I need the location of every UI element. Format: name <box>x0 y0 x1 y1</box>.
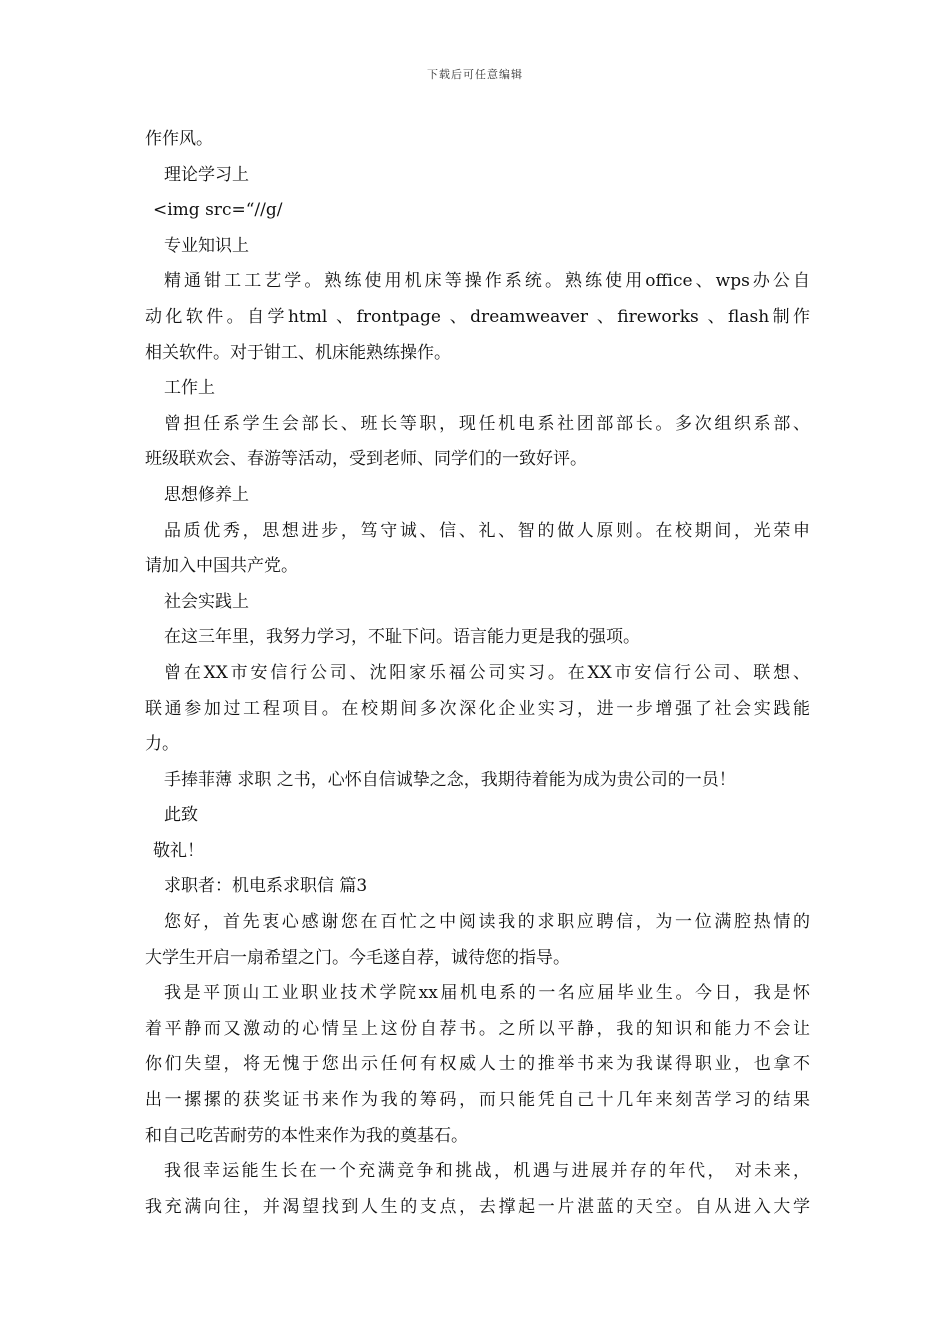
text-line: 曾在XX市安信行公司、沈阳家乐福公司实习。在XX市安信行公司、联想、 <box>164 662 810 683</box>
text-line: 动化软件。自学html 、frontpage 、dreamweaver 、fireworks 、flash制作 <box>145 306 810 327</box>
text-line: 我充满向往，并渴望找到人生的支点，去撑起一片湛蓝的天空。自从进入大学 <box>145 1196 810 1217</box>
text-line: 请加入中国共产党。 <box>145 556 298 577</box>
text-line: 我是平顶山工业职业技术学院xx届机电系的一名应届毕业生。今日，我是怀 <box>164 983 810 1004</box>
text-line: 力。 <box>145 734 179 755</box>
text-line: 班级联欢会、春游等活动，受到老师、同学们的一致好评。 <box>145 449 587 470</box>
text-line: 社会实践上 <box>164 591 249 612</box>
text-line: 手捧菲薄 求职 之书，心怀自信诚挚之念，我期待着能为成为贵公司的一员！ <box>164 769 736 790</box>
text-line: 思想修养上 <box>164 484 249 505</box>
text-line: 我很幸运能生长在一个充满竞争和挑战，机遇与进展并存的年代， 对未来， <box>164 1161 810 1182</box>
text-line: 和自己吃苦耐劳的本性来作为我的奠基石。 <box>145 1125 468 1146</box>
text-line: 敬礼！ <box>153 840 204 861</box>
text-line: 出一摞摞的获奖证书来作为我的筹码，而只能凭自己十几年来刻苦学习的结果 <box>145 1090 810 1111</box>
text-line: 作作风。 <box>145 129 213 149</box>
text-line: 品质优秀，思想进步，笃守诚、信、礼、智的做人原则。在校期间，光荣申 <box>164 520 810 541</box>
text-line: 相关软件。对于钳工、机床能熟练操作。 <box>145 342 451 363</box>
text-line: 着平静而又激动的心情呈上这份自荐书。之所以平静，我的知识和能力不会让 <box>145 1018 810 1039</box>
text-line: 工作上 <box>164 378 215 399</box>
text-line: 大学生开启一扇希望之门。今毛遂自荐，诚待您的指导。 <box>145 947 570 968</box>
text-line: 曾担任系学生会部长、班长等职，现任机电系社团部部长。多次组织系部、 <box>164 413 810 434</box>
text-line: 专业知识上 <box>164 235 249 256</box>
text-line: 您好，首先衷心感谢您在百忙之中阅读我的求职应聘信，为一位满腔热情的 <box>164 912 810 933</box>
page-header: 下载后可任意编辑 <box>427 68 523 81</box>
text-line: 精通钳工工艺学。熟练使用机床等操作系统。熟练使用office、wps办公自 <box>164 271 810 292</box>
text-line: 此致 <box>164 805 198 826</box>
document-body <box>145 122 810 1225</box>
text-line: 你们失望，将无愧于您出示任何有权威人士的推举书来为我谋得职业，也拿不 <box>145 1054 810 1075</box>
text-line: <img src=“//g/ <box>153 200 283 221</box>
text-line: 在这三年里，我努力学习，不耻下问。语言能力更是我的强项。 <box>164 627 640 648</box>
text-line: 求职者：机电系求职信 篇3 <box>164 876 368 897</box>
text-line: 联通参加过工程项目。在校期间多次深化企业实习，进一步增强了社会实践能 <box>145 698 810 719</box>
text-line: 理论学习上 <box>164 164 249 185</box>
